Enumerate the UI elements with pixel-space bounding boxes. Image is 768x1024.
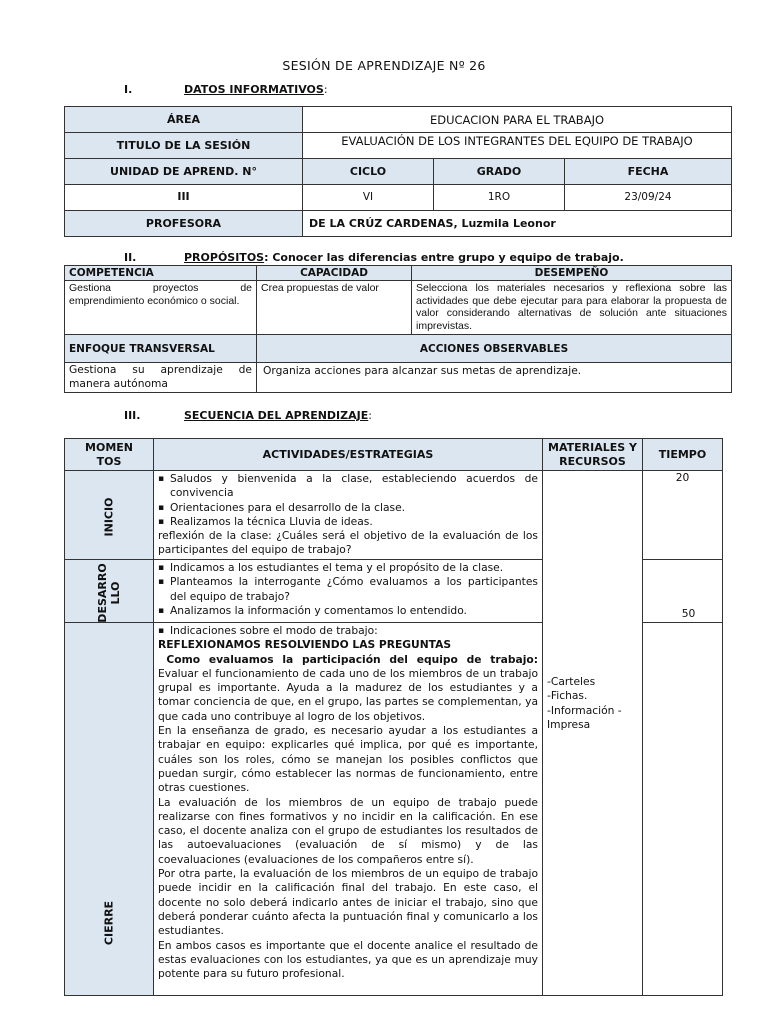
tiempo-header: TIEMPO [643, 439, 723, 471]
capacidad-value: Crea propuestas de valor [257, 281, 412, 335]
propositos-table [64, 265, 732, 393]
material-item: -Fichas. [547, 689, 588, 703]
section-3-tail: : [368, 409, 372, 422]
inicio-time: 20 [643, 471, 723, 560]
materiales-cell [543, 471, 643, 996]
enfoque-value: Gestiona su aprendizaje de manera autónoma [65, 363, 257, 393]
ciclo-label: CICLO [303, 159, 434, 185]
competencia-header: COMPETENCIA [65, 266, 257, 281]
desempeno-header: DESEMPEÑO [412, 266, 732, 281]
unidad-label: UNIDAD DE APREND. N° [65, 159, 303, 185]
desarrollo-label-line-2: LLO [109, 581, 122, 605]
section-1-tail: : [323, 83, 328, 96]
acciones-value: Organiza acciones para alcanzar sus metas de aprendizaje. [257, 363, 732, 393]
page-title: SESIÓN DE APRENDIZAJE Nº 26 [282, 58, 486, 73]
desarrollo-time: 50 [643, 560, 723, 623]
actividades-header: ACTIVIDADES/ESTRATEGIAS [154, 439, 543, 471]
cierre-activities [154, 623, 543, 996]
desarrollo-label [96, 563, 122, 622]
grado-label: GRADO [434, 159, 565, 185]
list-item: ▪ Planteamos la interrogante ¿Cómo evaluamos a los participantes del equipo de trabajo? [158, 575, 538, 604]
list-item: ▪ Indicaciones sobre el modo de trabajo: [158, 624, 538, 638]
inicio-list [158, 472, 538, 529]
cierre-time [643, 623, 723, 996]
cierre-cell [65, 623, 154, 996]
cierre-paragraph-1 [158, 653, 538, 724]
list-item: ▪ Realizamos la técnica Lluvia de ideas. [158, 515, 538, 529]
desarrollo-label-line-1: DESARRO [96, 563, 109, 623]
inicio-reflection: reflexión de la clase: ¿Cuáles será el objetivo de la evaluación de los participantes del equipo de trabajo? [158, 529, 538, 557]
desarrollo-list [158, 561, 538, 618]
section-2-number: II. [124, 251, 137, 264]
cierre-paragraph-2: En la enseñanza de grado, es necesario ayudar a los estudiantes a trabajar en equipo: explicarles qué implica, por qué es importante, cuáles son los roles, cómo se manejan los posibles conflictos que puedan surgir, cómo establecer las normas de funcionamiento, entre otras cuestiones. [158, 724, 538, 795]
cierre-label: CIERRE [102, 900, 116, 946]
unidad-value: III [65, 185, 303, 211]
section-1-heading [124, 83, 328, 96]
material-item: -Carteles [547, 675, 596, 688]
cierre-heading: REFLEXIONAMOS RESOLVIENDO LAS PREGUNTAS [158, 638, 452, 652]
material-item: Impresa [547, 717, 591, 731]
cierre-p1-text: Evaluar el funcionamiento de cada uno de los miembros de un trabajo grupal es importante. Ayuda a la madurez de los estudiantes y a tomar conciencia de que, en el grupo, las partes se complementan, ya que cada uno contribuye al logro de los objetivos. [158, 666, 538, 723]
cierre-paragraph-4: Por otra parte, la evaluación de los miembros de un equipo de trabajo puede incidir en la calificación final del trabajo. En este caso, el docente no solo deberá indicarlo antes de iniciar el trabajo, sino que deberá ponderar cuánto afecta la puntuación final y comunicarlo a los estudiantes. [158, 867, 538, 938]
inicio-cell [65, 471, 154, 560]
profesora-label: PROFESORA [65, 211, 303, 237]
section-3-label: SECUENCIA DEL APRENDIZAJE [184, 409, 369, 422]
list-item: ▪ Orientaciones para el desarrollo de la clase. [158, 501, 538, 515]
ciclo-value: VI [303, 185, 434, 211]
desarrollo-activities [154, 560, 543, 623]
grado-value: 1RO [434, 185, 565, 211]
profesora-value: DE LA CRÚZ CARDENAS, Luzmila Leonor [303, 211, 732, 237]
desarrollo-cell [65, 560, 154, 623]
capacidad-header: CAPACIDAD [257, 266, 412, 281]
section-2-heading [124, 251, 624, 264]
area-label: ÁREA [65, 107, 303, 133]
desempeno-value: Selecciona los materiales necesarios y reflexiona sobre las actividades que debe ejecutar para para elaborar la propuesta de valor considerando alternativas de solución ante situaciones imprevistas. [412, 281, 732, 335]
material-item: -Información - [547, 703, 622, 717]
section-3-number: III. [124, 409, 141, 422]
section-2-tail: : Conocer las diferencias entre grupo y equipo de trabajo. [264, 251, 624, 264]
inicio-label: INICIO [102, 497, 116, 537]
cierre-list [158, 624, 538, 638]
list-item: ▪ Saludos y bienvenida a la clase, estableciendo acuerdos de convivencia [158, 472, 538, 501]
cierre-paragraph-5: En ambos casos es importante que el docente analice el resultado de estas evaluaciones con los estudiantes, ya que es un aprendizaje muy potente para su futuro profesional. [158, 938, 538, 981]
materiales-header: MATERIALES Y RECURSOS [543, 439, 643, 471]
acciones-header: ACCIONES OBSERVABLES [257, 335, 732, 363]
titulo-label: TITULO DE LA SESIÓN [65, 133, 303, 159]
list-item: ▪ Analizamos la información y comentamos lo entendido. [158, 604, 538, 618]
titulo-value: EVALUACIÓN DE LOS INTEGRANTES DEL EQUIPO DE TRABAJO [303, 133, 732, 159]
enfoque-header: ENFOQUE TRANSVERSAL [65, 335, 257, 363]
cierre-paragraph-3: La evaluación de los miembros de un equipo de trabajo puede realizarse con fines formativos y no incidir en la calificación. En ese caso, el docente analiza con el grupo de estudiantes los resultados de las autoevaluaciones (evaluación de sí mismo) y de las coevaluaciones (evaluaciones de los compañeros entre sí). [158, 795, 538, 866]
fecha-label: FECHA [565, 159, 732, 185]
momentos-header: MOMEN TOS [65, 439, 154, 471]
section-2-label: PROPÓSITOS [184, 251, 265, 264]
datos-informativos-table [64, 106, 732, 237]
competencia-value: Gestiona proyectos de emprendimiento económico o social. [65, 281, 257, 335]
list-item: ▪ Indicamos a los estudiantes el tema y el propósito de la clase. [158, 561, 538, 575]
section-1-number: I. [124, 83, 133, 96]
cierre-subheading: Como evaluamos la participación del equipo de trabajo: [166, 652, 538, 666]
section-3-heading [124, 409, 372, 422]
area-value: EDUCACION PARA EL TRABAJO [303, 107, 732, 133]
section-1-label: DATOS INFORMATIVOS [184, 83, 324, 96]
fecha-value: 23/09/24 [565, 185, 732, 211]
inicio-activities [154, 471, 543, 560]
secuencia-table [64, 438, 723, 996]
